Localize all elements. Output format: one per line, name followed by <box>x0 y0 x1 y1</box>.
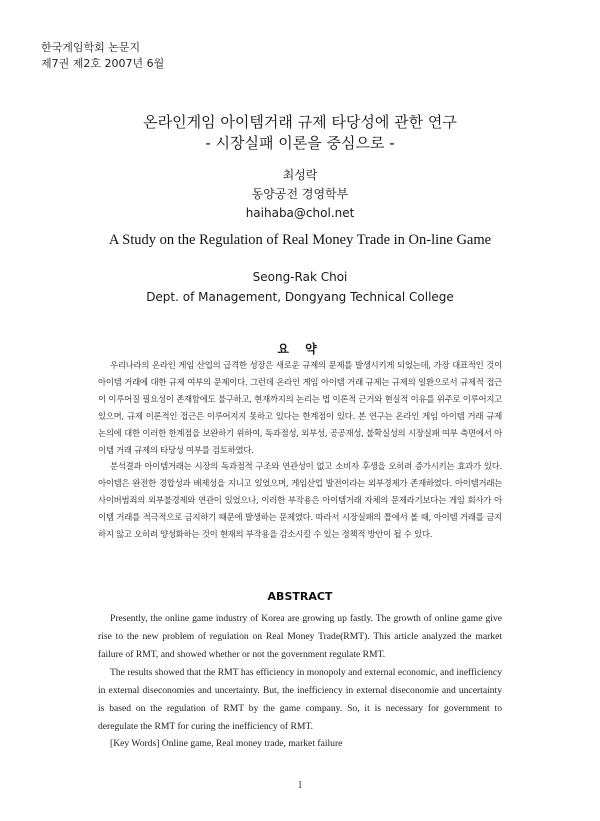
journal-info <box>41 40 164 72</box>
author-email: haihaba@chol.net <box>245 206 355 220</box>
journal-issue: 제7권 제2호 2007년 6월 <box>41 57 165 70</box>
journal-name: 한국게임학회 논문지 <box>41 41 141 54</box>
korean-abstract-paragraph: 우리나라의 온라인 게임 산업의 급격한 성장은 새로운 규제의 문제를 발생시키게 되었는데, 가장 대표적인 것이 아이템 거래에 대한 규제 여부의 문제이다. 그런데 온라인 게임 아이템 거래 규제는 규제의 일환으로서 규제적 접근이 이루어질 필요성이 존재함에도 불구하고, 현재까지의 논리는 법 이론적 근거와 현실적 이유를 위주로 이루어지고 있으며, 규제 이론적인 접근은 이루어지지 못하고 있다는 한계점이 있다. 본 연구는 온라인 게임 아이템 거래 규제 논의에 대한 이러한 한계점을 보완하기 위하여, 독과점성, 외부성, 공공재성, 불확실성의 시장실패 여부 측면에서 아이템 거래 규제의 타당성 여부를 검토하였다. <box>98 360 502 455</box>
keywords: [Key Words] Online game, Real money trade, market failure <box>110 738 343 749</box>
english-abstract-paragraph: The results showed that the RMT has efficiency in monopoly and external economic, and inefficiency in external diseconomies and uncertainty. But, the inefficiency in external diseconomie and uncertainty is based on the regulation of RMT by the game company. So, it is necessary for government to deregulate the RMT for curing the inefficiency of RMT. <box>98 667 502 732</box>
author-name-english: Seong-Rak Choi <box>252 270 348 284</box>
english-abstract-body <box>98 610 502 736</box>
english-title: A Study on the Regulation of Real Money Trade in On-line Game <box>108 232 492 248</box>
korean-subtitle: - 시장실패 이론을 중심으로 - <box>205 134 395 152</box>
korean-abstract-body <box>98 357 502 543</box>
english-abstract-paragraph: Presently, the online game industry of Korea are growing up fastly. The growth of online game give rise to the new problem of regulation on Real Money Trade(RMT). This article analyzed the market failure of RMT, and showed whether or not the government regulate RMT. <box>98 613 502 660</box>
korean-author-block <box>0 166 600 223</box>
english-author-block <box>0 267 600 307</box>
page-number: 1 <box>297 780 303 791</box>
paper-title-block <box>0 112 600 154</box>
author-name-korean: 최성락 <box>282 168 318 182</box>
author-affiliation-korean: 동양공전 경영학부 <box>251 187 349 201</box>
korean-abstract-heading: 요 약 <box>277 342 323 356</box>
english-abstract-heading: ABSTRACT <box>267 590 333 603</box>
korean-abstract-paragraph: 분석결과 아이템거래는 시장의 독과점적 구조와 연관성이 없고 소비자 후생을 오히려 증가시키는 효과가 있다. 아이템은 완전한 경합성과 배제성을 지니고 있었으며, 게임산업 발전이라는 외부경제가 존재하였다. 아이템거래는 사이버범죄의 외부불경제와 연관이 있었으나, 이러한 부작용은 아이템거래 자체의 문제라기보다는 게임 회사가 아이템 거래를 적극적으로 금지하기 때문에 발생하는 문제였다. 따라서 시장실패의 틀에서 볼 때, 아이템 거래를 금지하지 않고 오히려 양성화하는 것이 현재의 부작용을 감소시킬 수 있는 정책적 방안이 될 수 있다. <box>98 461 502 540</box>
author-affiliation-english: Dept. of Management, Dongyang Technical College <box>146 290 454 304</box>
korean-title: 온라인게임 아이템거래 규제 타당성에 관한 연구 <box>143 113 457 131</box>
